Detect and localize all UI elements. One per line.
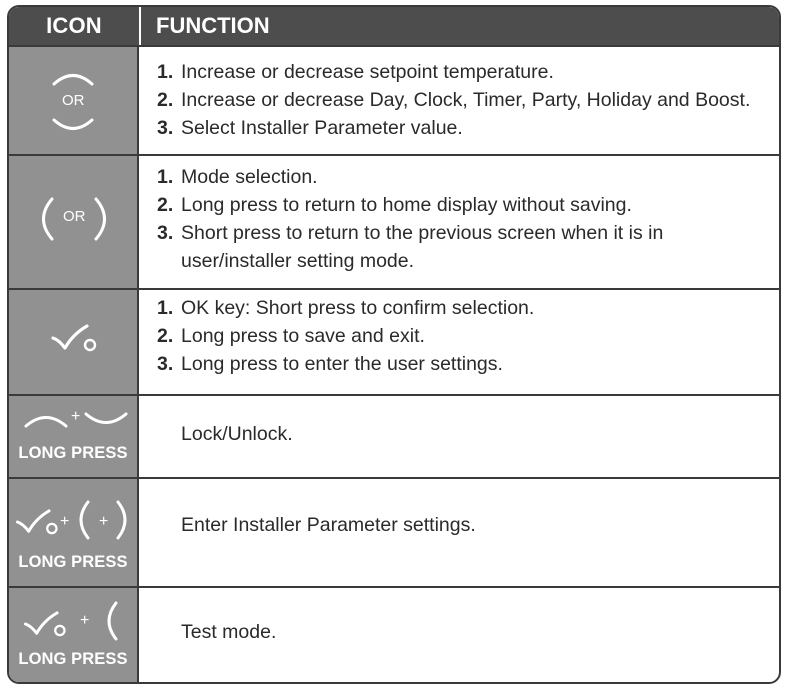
header-icon-label: ICON — [46, 13, 102, 38]
ok-key-icon — [23, 611, 67, 637]
table-row-1 — [9, 45, 779, 154]
plus-sign: + — [99, 513, 109, 530]
list-item: 1. OK key: Short press to confirm selection. — [157, 297, 535, 319]
or-text: OR — [63, 208, 86, 225]
chevron-down-icon — [53, 119, 93, 133]
list-item: 2. Increase or decrease Day, Clock, Timer, Party, Holiday and Boost. — [157, 89, 751, 111]
chevron-down-icon — [85, 413, 127, 427]
function-text: Lock/Unlock. — [181, 423, 293, 445]
long-press-label: LONG PRESS — [18, 553, 128, 571]
function-table — [7, 5, 781, 684]
plus-sign: + — [60, 513, 70, 530]
plus-sign: + — [80, 612, 90, 629]
function-cell — [157, 58, 771, 154]
icon-cell — [9, 156, 139, 288]
function-text: Test mode. — [181, 621, 277, 643]
or-text: OR — [62, 92, 85, 109]
function-cell — [157, 396, 771, 477]
icon-cell — [9, 396, 139, 477]
table-row-6 — [9, 586, 779, 684]
chevron-right-icon — [117, 501, 129, 539]
chevron-left-icon — [39, 198, 53, 240]
icon-cell — [9, 290, 139, 394]
function-cell — [157, 294, 771, 394]
table-row-5 — [9, 477, 779, 586]
chevron-right-icon — [95, 198, 109, 240]
plus-sign: + — [71, 408, 81, 425]
header-function-label: FUNCTION — [156, 13, 270, 38]
ok-key-icon — [51, 324, 97, 352]
list-item: 3. Select Installer Parameter value. — [157, 117, 463, 139]
icon-cell — [9, 588, 139, 684]
list-item: 1. Mode selection. — [157, 166, 318, 188]
list-item: 2. Long press to save and exit. — [157, 325, 425, 347]
function-cell — [157, 588, 771, 684]
table-row-2 — [9, 154, 779, 288]
chevron-up-icon — [25, 413, 67, 427]
chevron-up-icon — [53, 71, 93, 85]
long-press-label: LONG PRESS — [18, 650, 128, 668]
long-press-label: LONG PRESS — [18, 444, 128, 462]
function-text: Enter Installer Parameter settings. — [181, 514, 476, 536]
function-cell — [157, 163, 771, 288]
icon-cell — [9, 479, 139, 586]
list-item: 1. Increase or decrease setpoint temperature. — [157, 61, 554, 83]
list-item: 2. Long press to return to home display without saving. — [157, 194, 632, 216]
icon-cell — [9, 47, 139, 154]
table-row-4 — [9, 394, 779, 477]
list-item: 3. Short press to return to the previous screen when it is in user/installer setting mode. — [157, 222, 664, 272]
ok-key-icon — [15, 509, 59, 535]
chevron-left-icon — [77, 501, 89, 539]
header-separator — [139, 7, 141, 45]
table-row-3 — [9, 288, 779, 394]
chevron-left-icon — [105, 602, 117, 640]
table-header — [9, 7, 779, 45]
function-cell — [157, 479, 771, 586]
list-item: 3. Long press to enter the user settings. — [157, 353, 503, 375]
